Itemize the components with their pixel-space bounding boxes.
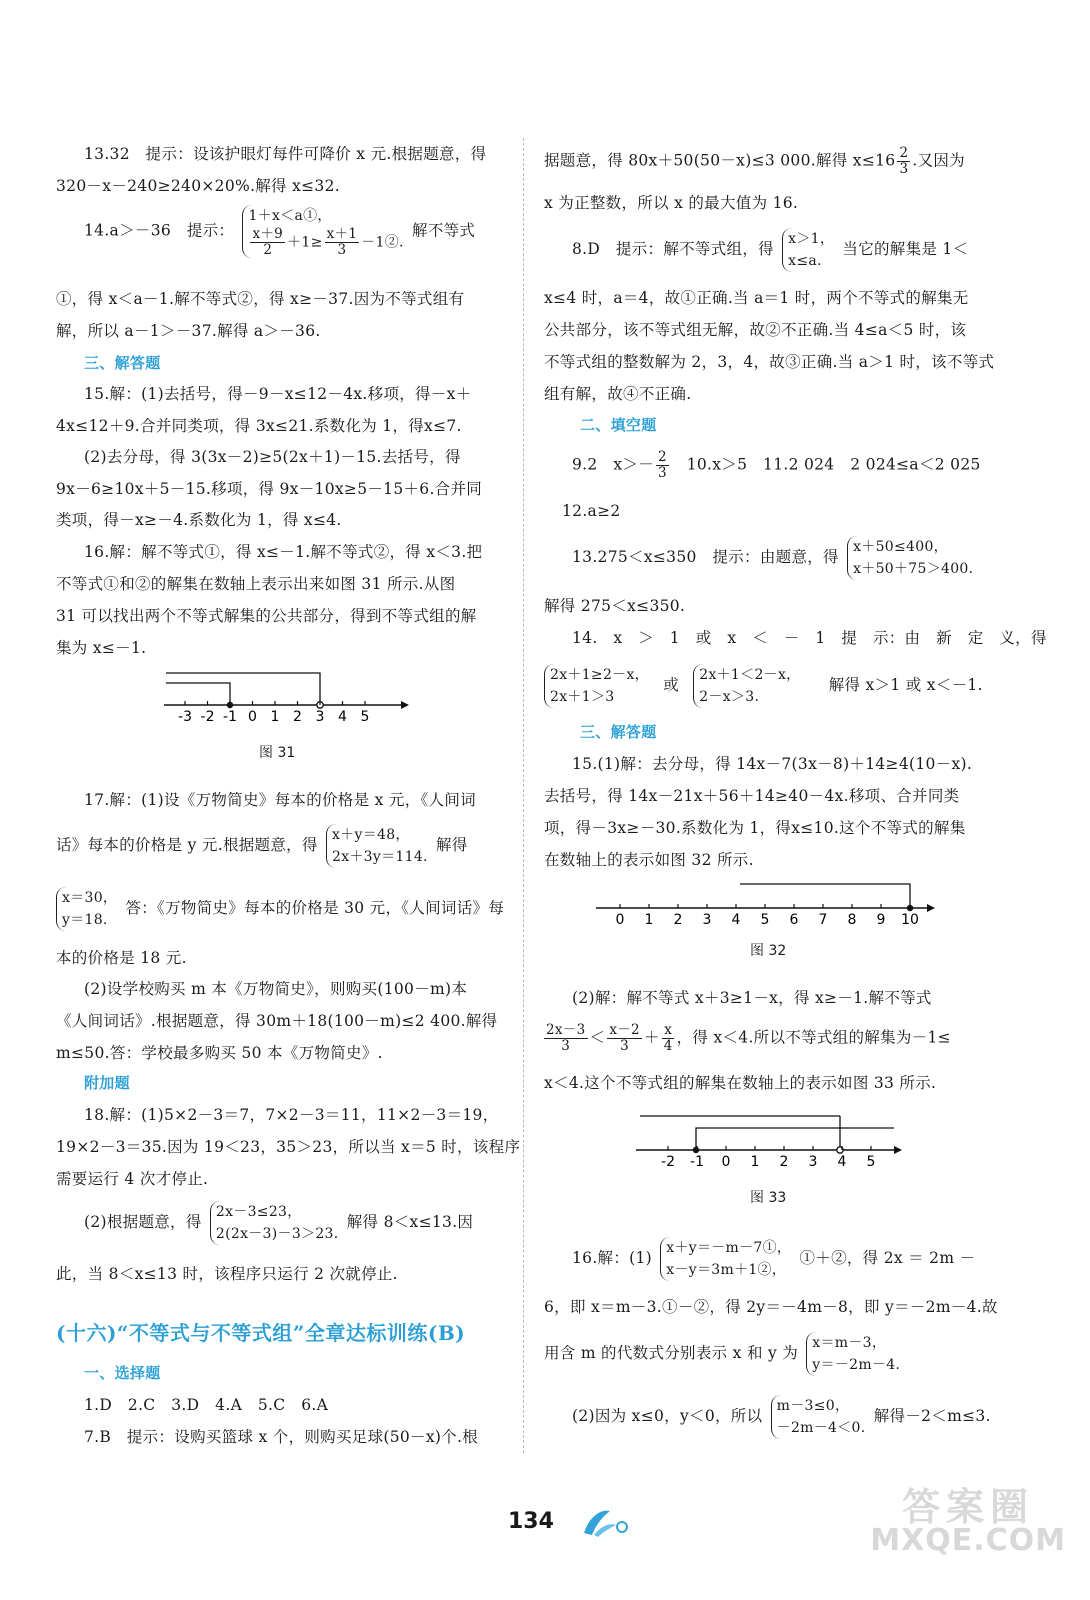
q16-line-2: 6，即 x＝m－3.①－②，得 2y＝－4m－8，即 y＝－2m－4.故 <box>544 1298 998 1316</box>
tick-label: 2 <box>779 1154 789 1170</box>
q16-line-1: 16.解：(1) x＋y＝－m－7①， x－y＝3m＋1②， ①＋②，得 2x ＝ 2m － <box>544 1237 975 1281</box>
tick-label: -3 <box>178 709 192 725</box>
tick-label: 4 <box>731 912 741 928</box>
tick-label: -1 <box>223 709 237 725</box>
choice-answers: 1.D 2.C 3.D 4.A 5.C 6.A <box>84 1396 329 1414</box>
figure-32-caption: 图 32 <box>750 943 787 959</box>
q13-brace: x＋50≤400， x＋50＋75＞400. <box>847 536 973 580</box>
figure-33-number-line <box>632 1108 912 1178</box>
q15b-line-3: x＜4.这个不等式组的解集在数轴上的表示如图 33 所示. <box>544 1074 937 1092</box>
q8-line-3: 公共部分，该不等式组无解，故②不正确.当 4≤a＜5 时，该 <box>544 321 967 339</box>
tick-label: -2 <box>200 709 215 725</box>
tick-label: 4 <box>837 1154 847 1170</box>
tick-label: 3 <box>315 709 325 725</box>
q13-line-1: 13.32 提示：设该护眼灯每件可降价 x 元.根据题意，得 <box>84 145 487 163</box>
tick-label: 3 <box>702 912 712 928</box>
section-heading-answers-2: 三、解答题 <box>580 723 657 741</box>
q15-line-3: (2)去分母，得 3(3x－2)≥5(2x＋1)－15.去括号，得 <box>84 448 461 466</box>
section-heading-choice: 一、选择题 <box>84 1364 161 1382</box>
tick-label: 6 <box>789 912 799 928</box>
column-divider <box>523 138 524 1453</box>
tick-label: 0 <box>615 912 625 928</box>
tick-label: 2 <box>293 709 302 725</box>
tick-label: 1 <box>750 1154 760 1170</box>
q16b-brace: m－3≤0， －2m－4＜0. <box>771 1395 866 1439</box>
q17-line-1: 17.解：(1)设《万物简史》每本的价格是 x 元，《人间词 <box>84 791 476 809</box>
section-heading-answers: 三、解答题 <box>84 354 161 372</box>
q14-line-3: 解，所以 a－1＞－37.解得 a＞－36. <box>56 322 321 340</box>
tick-label: 1 <box>644 912 654 928</box>
q15b-line-2: $\frac{2x-3}{3}$ ＜ $\frac{x-2}{3}$ ＋ $\frac{x}{4}$ ，得 x＜4.所以不等式组的解集为－1≤ <box>546 1022 951 1054</box>
q17b-line-1: (2)设学校购买 m 本《万物简史》，则购买(100－m)本 <box>84 980 468 998</box>
q17-line-4: 本的价格是 18 元. <box>56 949 187 967</box>
q13-line-2: 解得 275＜x≤350. <box>544 597 686 615</box>
q15-line-4: 在数轴上的表示如图 32 所示. <box>544 851 754 869</box>
watermark: 答案圈 MXQE.COM <box>870 1485 1066 1558</box>
q15-line-2: 去括号，得 14x－21x＋56＋14≥40－4x.移项、合并同类 <box>544 787 960 805</box>
q18-brace: 2x－3≤23， 2(2x－3)－3＞23. <box>210 1201 339 1245</box>
tick-label: 8 <box>847 912 857 928</box>
q8-brace: x＞1， x≤a. <box>782 228 834 272</box>
q16-brace: x＋y＝－m－7①， x－y＝3m＋1②， <box>660 1237 791 1281</box>
tick-label: 0 <box>721 1154 731 1170</box>
q7-line-2: 据题意，得 80x＋50(50－x)≤3 000.解得 x≤16 $\frac{2}{3}$ .又因为 <box>544 145 965 177</box>
q13-line-1: 13.275＜x≤350 提示：由题意，得 x＋50≤400， x＋50＋75＞400. <box>544 536 976 580</box>
figure-32-number-line <box>592 876 942 931</box>
q8-line-4: 不等式组的整数解为 2，3，4，故③正确.当 a＞1 时，该不等式 <box>544 353 995 371</box>
figure-31-number-line <box>156 665 416 730</box>
section-heading-addon: 附加题 <box>84 1074 130 1092</box>
figure-31-caption: 图 31 <box>259 745 296 761</box>
tick-label: 5 <box>760 912 770 928</box>
tick-label: 5 <box>360 709 370 725</box>
q7-line-1: 7.B 提示：设购买篮球 x 个，则购买足球(50－x)个.根 <box>84 1428 479 1446</box>
q14-line-2: ①，得 x＜a－1.解不等式②，得 x≥－37.因为不等式组有 <box>56 290 465 308</box>
tick-label: -2 <box>661 1154 675 1170</box>
q17-line-2: 话》每本的价格是 y 元.根据题意，得 x＋y＝48， 2x＋3y＝114. 解得 <box>56 824 468 868</box>
q16-line-2: 不等式①和②的解集在数轴上表示出来如图 31 所示.从图 <box>56 575 456 593</box>
q17-line-3: x＝30， y＝18. 答：《万物简史》每本的价格是 30 元，《人间词话》每 <box>56 887 504 931</box>
q16-line-3: 用含 m 的代数式分别表示 x 和 y 为 x＝m－3， y＝－2m－4. <box>544 1332 903 1376</box>
q15-line-4: 9x－6≥10x＋5－15.移项，得 9x－10x≥5－15＋6.合并同 <box>56 480 483 498</box>
q14-brace-1: 2x＋1≥2－x， 2x＋1＞3 <box>544 664 649 708</box>
q15b-line-1: (2)解：解不等式 x＋3≥1－x，得 x≥－1.解不等式 <box>572 989 932 1007</box>
q18-line-5: 此，当 8＜x≤13 时，该程序只运行 2 次就停止. <box>56 1265 398 1283</box>
tick-label: 1 <box>270 709 280 725</box>
q17-brace: x＋y＝48， 2x＋3y＝114. <box>326 824 428 868</box>
q8-line-5: 组有解，故④不正确. <box>544 385 692 403</box>
q15-line-1: 15.解：(1)去括号，得－9－x≤12－4x.移项，得－x＋ <box>84 385 472 403</box>
q15-line-2: 4x≤12＋9.合并同类项，得 3x≤21.系数化为 1，得x≤7. <box>56 417 462 435</box>
q18-line-1: 18.解：(1)5×2－3＝7，7×2－3＝11，11×2－3＝19， <box>84 1106 499 1124</box>
q14-brace-2: 2x＋1＜2－x， 2－x＞3. <box>693 664 800 708</box>
q16-line-1: 16.解：解不等式①，得 x≤－1.解不等式②，得 x＜3.把 <box>84 543 483 561</box>
tick-label: 9 <box>876 912 886 928</box>
tick-label: 5 <box>866 1154 876 1170</box>
q17b-line-3: m≤50.答：学校最多购买 50 本《万物简史》. <box>56 1044 383 1062</box>
tick-label: 10 <box>901 912 919 928</box>
page-number: 134 <box>508 1509 554 1534</box>
q14-brace: 1＋x＜a①， $\frac{x+9}{2}$ ＋1≥ $\frac{x+1}{3}$ －1②. <box>242 205 403 258</box>
tick-label: 7 <box>818 912 828 928</box>
q8-line-1: 8.D 提示：解不等式组，得 x＞1， x≤a. 当它的解集是 1＜ <box>544 228 968 272</box>
chapter-title: (十六)“不等式与不等式组”全章达标训练(B) <box>56 1321 466 1345</box>
q12-line: 12.a≥2 <box>562 502 621 520</box>
q17b-line-2: 《人间词话》.根据题意，得 30m＋18(100－m)≤2 400.解得 <box>56 1012 498 1030</box>
q16-line-3: 31 可以找出两个不等式解集的公共部分，得到不等式组的解 <box>56 607 477 625</box>
figure-33-caption: 图 33 <box>750 1190 787 1206</box>
section-heading-fill: 二、填空题 <box>580 416 657 434</box>
q18-line-3: 需要运行 4 次才停止. <box>56 1170 209 1188</box>
q15-line-5: 类项，得－x≥－4.系数化为 1，得 x≤4. <box>56 511 342 529</box>
q16-solution-brace: x＝m－3， y＝－2m－4. <box>806 1332 900 1376</box>
q14-line-1: 14.a＞－36 提示： 1＋x＜a①， $\frac{x+9}{2}$ ＋1≥ $\frac{x+1}{3}$ －1②. 解不等式 <box>56 205 475 258</box>
q8-line-2: x≤4 时，a＝4，故①正确.当 a＝1 时，两个不等式的解集无 <box>544 289 969 307</box>
tick-label: 4 <box>338 709 347 725</box>
q9-line: 9.2 x＞－ $\frac{2}{3}$ 10.x＞5 11.2 024 2 024≤a＜2 025 <box>572 449 981 481</box>
q16-line-4: 集为 x≤－1. <box>56 639 147 657</box>
q17-solution-brace: x＝30， y＝18. <box>56 887 117 931</box>
q18-line-2: 19×2－3＝35.因为 19＜23，35＞23，所以当 x＝5 时，该程序 <box>56 1138 521 1156</box>
q18-line-4: (2)根据题意，得 2x－3≤23， 2(2x－3)－3＞23. 解得 8＜x≤13.因 <box>56 1201 473 1245</box>
tick-label: -1 <box>690 1154 704 1170</box>
leaf-decoration-icon <box>580 1505 632 1539</box>
q16b-line: (2)因为 x≤0，y＜0，所以 m－3≤0， －2m－4＜0. 解得－2＜m≤3. <box>544 1395 991 1439</box>
q13-line-2: 320－x－240≥240×20%.解得 x≤32. <box>56 177 340 195</box>
q15-line-3: 项，得－3x≥－30.系数化为 1，得x≤10.这个不等式的解集 <box>544 819 966 837</box>
q7-line-3: x 为正整数，所以 x 的最大值为 16. <box>544 194 799 212</box>
tick-label: 2 <box>673 912 683 928</box>
tick-label: 3 <box>808 1154 818 1170</box>
tick-label: 0 <box>248 709 257 725</box>
q15-line-1: 15.(1)解：去分母，得 14x－7(3x－8)＋14≥4(10－x). <box>572 755 973 773</box>
q14-line-1: 14. x ＞ 1 或 x ＜ － 1 提 示：由 新 定 义，得 <box>572 629 1047 647</box>
q14-line-2: 2x＋1≥2－x， 2x＋1＞3 或 2x＋1＜2－x， 2－x＞3. 解得 x＞1 或 x＜－1. <box>544 664 983 708</box>
